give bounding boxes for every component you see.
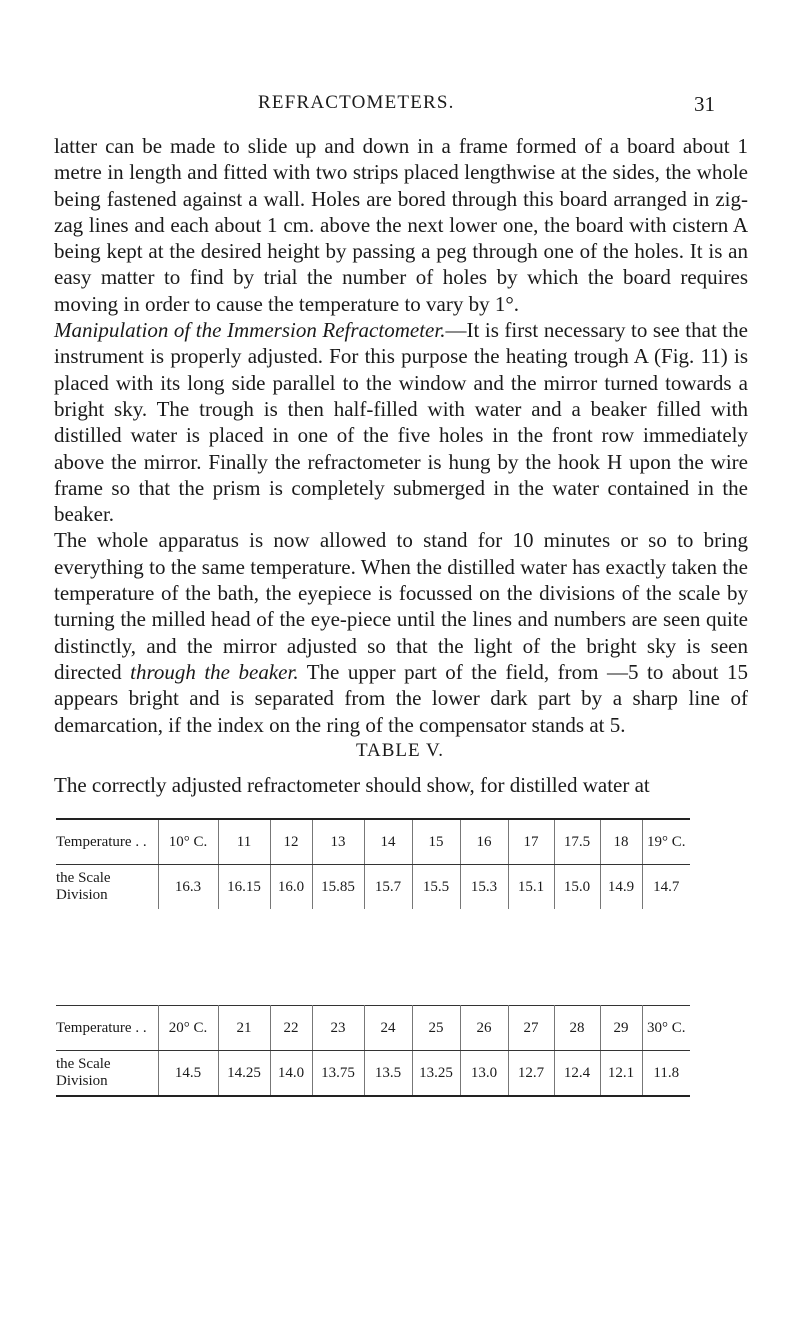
scale-cell: 15.85 [312,865,364,910]
temperature-row [56,819,690,865]
scale-cell: 12.7 [508,1051,554,1097]
section-heading: Manipulation of the Immersion Refractometer. [54,318,446,343]
paragraph-3-italic: through the beaker. [130,659,299,684]
table-part-b [56,1005,690,1097]
temperature-cell: 30° C. [642,1006,690,1051]
row-label: the Scale Division [56,865,158,910]
scale-cell: 15.1 [508,865,554,910]
scale-cell: 13.5 [364,1051,412,1097]
scale-cell: 16.15 [218,865,270,910]
table-intro: The correctly adjusted refractometer should show, for distilled water at [54,773,650,797]
temperature-cell: 17 [508,819,554,865]
temperature-cell: 11 [218,819,270,865]
scale-cell: 16.3 [158,865,218,910]
temperature-cell: 12 [270,819,312,865]
temperature-cell: 19° C. [642,819,690,865]
temperature-cell: 10° C. [158,819,218,865]
scale-cell: 13.25 [412,1051,460,1097]
paragraph-2-text: —It is first necessary to see that the instrument is properly adjusted. For this purpose the heating trough A (Fig. 11) is placed with its long side parallel to the window and the mirror turned towards a bright sky. The trough is then half-filled with water and a beaker filled with distilled water is placed in one of the five holes in the front row immediately above the mirror. Finally the refractometer is hung by the hook H upon the wire frame so that the prism is completely submerged in the water contained in the beaker. [54,318,749,527]
scale-cell: 14.7 [653,878,680,895]
paragraph-1: latter can be made to slide up and down in a frame formed of a board about 1 metre in length and fitted with two strips placed lengthwise at the sides, the whole being fastened against a wall. Holes are bored through this board arranged in zig-zag lines and each about 1 cm. above the next lower one, the board with cistern A being kept at the desired height by passing a peg through one of the holes. It is an easy matter to find by trial the number of holes by which the board requires moving in order to cause the temperature to vary by 1°. [54,134,748,316]
temperature-cell: 21 [218,1006,270,1051]
temperature-cell: 27 [508,1006,554,1051]
scale-cell: 14.0 [270,1051,312,1097]
temperature-cell: 22 [270,1006,312,1051]
temperature-cell: 25 [412,1006,460,1051]
scale-cell: 14.5 [158,1051,218,1097]
temperature-cell: 15 [412,819,460,865]
temperature-cell: 29 [600,1006,642,1051]
paragraph-3-text-b: The upper part of the field, from —5 to about 15 appears bright and is separated from the lower dark part by a sharp line of demarcation, if the index on the ring of the compensator stands at 5. [54,659,748,737]
temperature-cell: 13 [312,819,364,865]
temperature-cell: 17.5 [554,819,600,865]
scale-cell: 15.7 [364,865,412,910]
scale-cell: 16.0 [270,865,312,910]
scale-cell: 12.4 [554,1051,600,1097]
row-label: Temperature . . [56,819,158,865]
body-text [54,133,748,738]
table-title: TABLE V. [355,740,445,761]
temperature-cell: 24 [364,1006,412,1051]
temperature-cell: 14 [364,819,412,865]
scale-cell: 15.3 [460,865,508,910]
running-head: REFRACTOMETERS. [258,92,455,113]
scale-cell: 13.75 [312,1051,364,1097]
temperature-row [56,1006,690,1051]
scale-row [56,865,690,910]
table-part-a [56,818,690,909]
scale-cell: 13.0 [460,1051,508,1097]
row-label: Temperature . . [56,1006,158,1051]
temperature-cell: 23 [312,1006,364,1051]
scale-cell: 14.25 [218,1051,270,1097]
paragraph-3 [54,527,748,737]
scale-cell: 11.8 [653,1064,680,1081]
scale-cell: 15.0 [554,865,600,910]
paragraph-2 [54,317,748,527]
page-header [0,92,800,122]
page-number: 31 [694,92,715,116]
scale-cell: 15.5 [412,865,460,910]
temperature-cell: 26 [460,1006,508,1051]
scale-cell: 12.1 [600,1051,642,1097]
paragraph-3-text-a: The whole apparatus is now allowed to stand for 10 minutes or so to bring everything to the same temperature. When the distilled water has exactly taken the temperature of the bath, the eyepiece is focussed on the divisions of the scale by turning the milled head of the eye-piece until the lines and numbers are seen quite distinctly, and the mirror adjusted so that the light of the bright sky is seen directed [54,528,748,684]
row-label: the Scale Division [56,1051,158,1097]
temperature-cell: 28 [554,1006,600,1051]
scale-cell: 14.9 [600,865,642,910]
temperature-cell: 18 [600,819,642,865]
temperature-cell: 20° C. [158,1006,218,1051]
temperature-cell: 16 [460,819,508,865]
scale-row [56,1051,690,1097]
